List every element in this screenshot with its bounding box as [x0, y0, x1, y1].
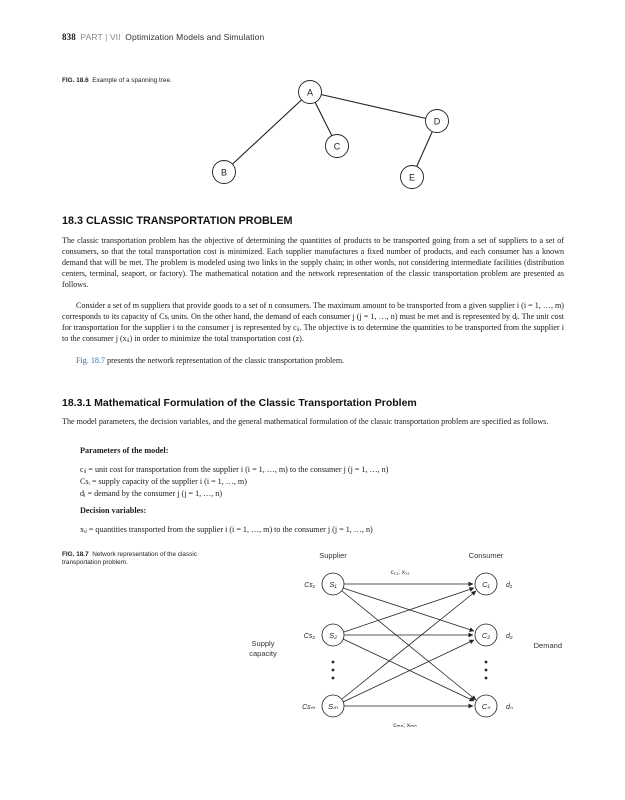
transportation-network-figure [0, 540, 625, 750]
consumer-label-n: Cₙ [481, 702, 491, 711]
paragraph-figure-ref-text: presents the network representation of the classic transportation problem. [105, 356, 345, 365]
demand-label-n: dₙ [506, 704, 513, 711]
capacity-label-1: Cs₁ [304, 582, 315, 589]
edge-a-d [310, 92, 437, 121]
page-number: 838 [62, 32, 76, 42]
node-e-label: E [408, 172, 416, 183]
parameters-heading: Parameters of the model: [80, 446, 169, 455]
node-c-label: C [333, 141, 341, 152]
supplier-label-1: S₁ [329, 580, 337, 589]
node-b-label: B [220, 167, 228, 178]
header-section-title: Optimization Models and Simulation [125, 32, 265, 42]
consumer-ellipsis-dot [485, 661, 488, 664]
decision-variables-heading: Decision variables: [80, 506, 147, 515]
param-dj: dⱼ = demand by the consumer j (j = 1, …, n) [80, 489, 223, 498]
section-heading: 18.3 CLASSIC TRANSPORTATION PROBLEM [62, 215, 293, 227]
param-csi: Csᵢ = supply capacity of the supplier i (i = 1, …, m) [80, 477, 247, 486]
var-xij: xᵢⱼ = quantities transported from the supplier i (i = 1, …, m) to the consumer j (j = 1, …, n) [80, 525, 373, 534]
paragraph-notation: Consider a set of m suppliers that provide goods to a set of n consumers. The maximum amount to be transported from a given supplier i (i = 1, …, m) corresponds to its capacity of Csᵢ units. On the other hand, the demand of each consumer j (j = 1, …, n) must be met and is represented by dⱼ. The unit cost for transportation for the supplier i to the consumer j is represented by cᵢⱼ. The objective is to determine the quantities to be transported from the supplier i to the consumer j (xᵢⱼ) in order to minimize the total transportation cost (z). [62, 301, 564, 343]
edge-sm-c2 [343, 640, 474, 702]
edge-s2-cn [343, 639, 474, 701]
supplier-label-2: S₂ [329, 631, 337, 640]
supplier-label-m: Sₘ [328, 702, 338, 711]
subsection-heading: 18.3.1 Mathematical Formulation of the Classic Transportation Problem [62, 397, 417, 409]
demand-side-label: Demand [533, 641, 562, 650]
fig-18-7-label: FIG. 18.7 [62, 551, 89, 558]
demand-label-2: d₂ [506, 633, 513, 640]
edge-label-bottom: cₘₙ; xₘₙ [393, 722, 417, 729]
supply-capacity-label-line2: capacity [249, 649, 277, 658]
supplier-ellipsis-dot [332, 661, 335, 664]
consumer-ellipsis-dot [485, 669, 488, 672]
fig-18-7-link[interactable]: Fig. 18.7 [76, 356, 106, 365]
consumer-header: Consumer [468, 551, 504, 560]
supplier-ellipsis-dot [332, 677, 335, 680]
capacity-label-m: Csₘ [302, 704, 315, 711]
edge-a-b [224, 92, 310, 172]
part-label: PART | VII [80, 32, 121, 42]
edge-label-top: c₁₁; x₁₁ [390, 569, 410, 576]
fig-18-6-text: Example of a spanning tree. [92, 77, 172, 84]
supplier-ellipsis-dot [332, 669, 335, 672]
demand-label-1: d₁ [506, 582, 513, 589]
supplier-header: Supplier [319, 551, 347, 560]
fig-18-7-text: Network representation of the classic transportation problem. [62, 551, 197, 566]
param-cij: cᵢⱼ = unit cost for transportation from the supplier i (i = 1, …, m) to the consumer j (j = 1, …, n) [80, 465, 389, 474]
consumer-label-1: C₁ [482, 580, 490, 589]
supply-capacity-label-line1: Supply [251, 639, 275, 648]
node-a-label: A [306, 87, 314, 98]
subsection-intro: The model parameters, the decision variables, and the general mathematical formulation of the classic transportation problem are specified as follows. [62, 417, 549, 426]
consumer-ellipsis-dot [485, 677, 488, 680]
node-d-label: D [433, 116, 441, 127]
capacity-label-2: Cs₂ [303, 633, 315, 640]
fig-18-6-label: FIG. 18.6 [62, 77, 89, 84]
paragraph-figure-ref [62, 356, 564, 367]
paragraph-intro: The classic transportation problem has the objective of determining the quantities of products to be transported going from a set of suppliers to a set of consumers, so that the total transportation cost is minimized. Each supplier manufactures a fixed number of products, and each consumer has a known demand that will be met. The problem is modeled using two links in the supply chain; in other words, not considering intermediate facilities (distribution centers, terminal, seaport, or factory). The mathematical notation and the network representation of the classic transportation problem are presented as follows. [62, 236, 564, 289]
consumer-label-2: C₂ [481, 631, 491, 640]
spanning-tree-figure [0, 0, 625, 200]
